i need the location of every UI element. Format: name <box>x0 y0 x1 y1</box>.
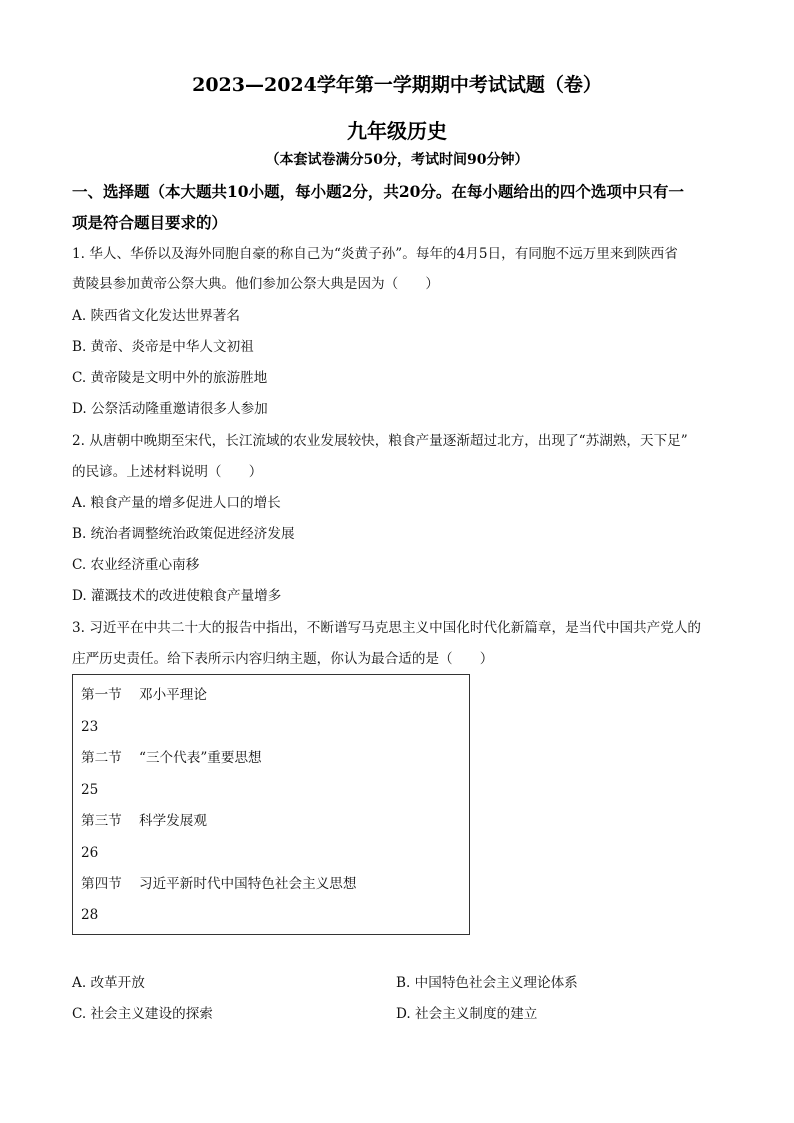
q1-option-b: B. 黄帝、炎帝是中华人文初祖 <box>72 339 254 355</box>
q3-option-c: C. 社会主义建设的探索 <box>72 1006 213 1022</box>
q3-table <box>72 674 470 935</box>
q3-option-b: B. 中国特色社会主义理论体系 <box>396 975 578 991</box>
section-topic: “三个代表”重要思想 <box>139 750 262 766</box>
section-topic: 邓小平理论 <box>139 687 207 703</box>
section-heading <box>72 176 732 238</box>
q1-stem-line2: 黄陵县参加黄帝公祭大典。他们参加公祭大典是因为（ ） <box>72 276 440 292</box>
q3-stem-line2: 庄严历史责任。给下表所示内容归纳主题，你认为最合适的是（ ） <box>72 651 494 667</box>
q3-stem-line1: 3. 习近平在中共二十大的报告中指出，不断谱写马克思主义中国化时代化新篇章，是当代中国共产党人的 <box>72 620 702 636</box>
section-label: 第三节 <box>81 813 122 829</box>
q1-option-c: C. 黄帝陵是文明中外的旅游胜地 <box>72 370 268 386</box>
section-label: 第二节 <box>81 750 122 766</box>
section-heading-line1: 一、选择题（本大题共10小题，每小题2分，共20分。在每小题给出的四个选项中只有一 <box>72 182 684 201</box>
q3-table-row-section <box>81 874 357 894</box>
q3-table-row-page: 28 <box>81 907 99 923</box>
q3-table-row-page: 25 <box>81 782 99 798</box>
q3-option-d: D. 社会主义制度的建立 <box>396 1006 538 1022</box>
q3-table-row-section <box>81 685 207 705</box>
q1-stem-line1: 1. 华人、华侨以及海外同胞自豪的称自己为“炎黄子孙”。每年的4月5日，有同胞不远万里来到陕西省 <box>72 246 678 262</box>
q3-table-row-section <box>81 811 207 831</box>
exam-title: 2023—2024学年第一学期期中考试试题（卷） <box>192 74 602 96</box>
q2-option-c: C. 农业经济重心南移 <box>72 557 200 573</box>
q3-table-row-section <box>81 748 262 768</box>
section-label: 第四节 <box>81 876 122 892</box>
exam-subtitle: 九年级历史 <box>347 119 447 143</box>
exam-note: （本套试卷满分50分，考试时间90分钟） <box>265 152 529 168</box>
q2-stem-line1: 2. 从唐朝中晚期至宋代，长江流域的农业发展较快，粮食产量逐渐超过北方，出现了“苏湖熟，天下足” <box>72 433 688 449</box>
section-heading-line2: 项是符合题目要求的） <box>72 213 228 232</box>
section-topic: 科学发展观 <box>139 813 207 829</box>
section-label: 第一节 <box>81 687 122 703</box>
q2-option-d: D. 灌溉技术的改进使粮食产量增多 <box>72 588 282 604</box>
section-topic: 习近平新时代中国特色社会主义思想 <box>139 876 357 892</box>
q3-table-row-page: 26 <box>81 845 99 861</box>
q2-stem-line2: 的民谚。上述材料说明（ ） <box>72 464 263 480</box>
q2-option-a: A. 粮食产量的增多促进人口的增长 <box>72 495 281 511</box>
q1-option-d: D. 公祭活动隆重邀请很多人参加 <box>72 401 268 417</box>
q1-option-a: A. 陕西省文化发达世界著名 <box>72 308 240 324</box>
q2-option-b: B. 统治者调整统治政策促进经济发展 <box>72 526 295 542</box>
q3-option-a: A. 改革开放 <box>72 975 145 991</box>
q3-table-row-page: 23 <box>81 719 99 735</box>
